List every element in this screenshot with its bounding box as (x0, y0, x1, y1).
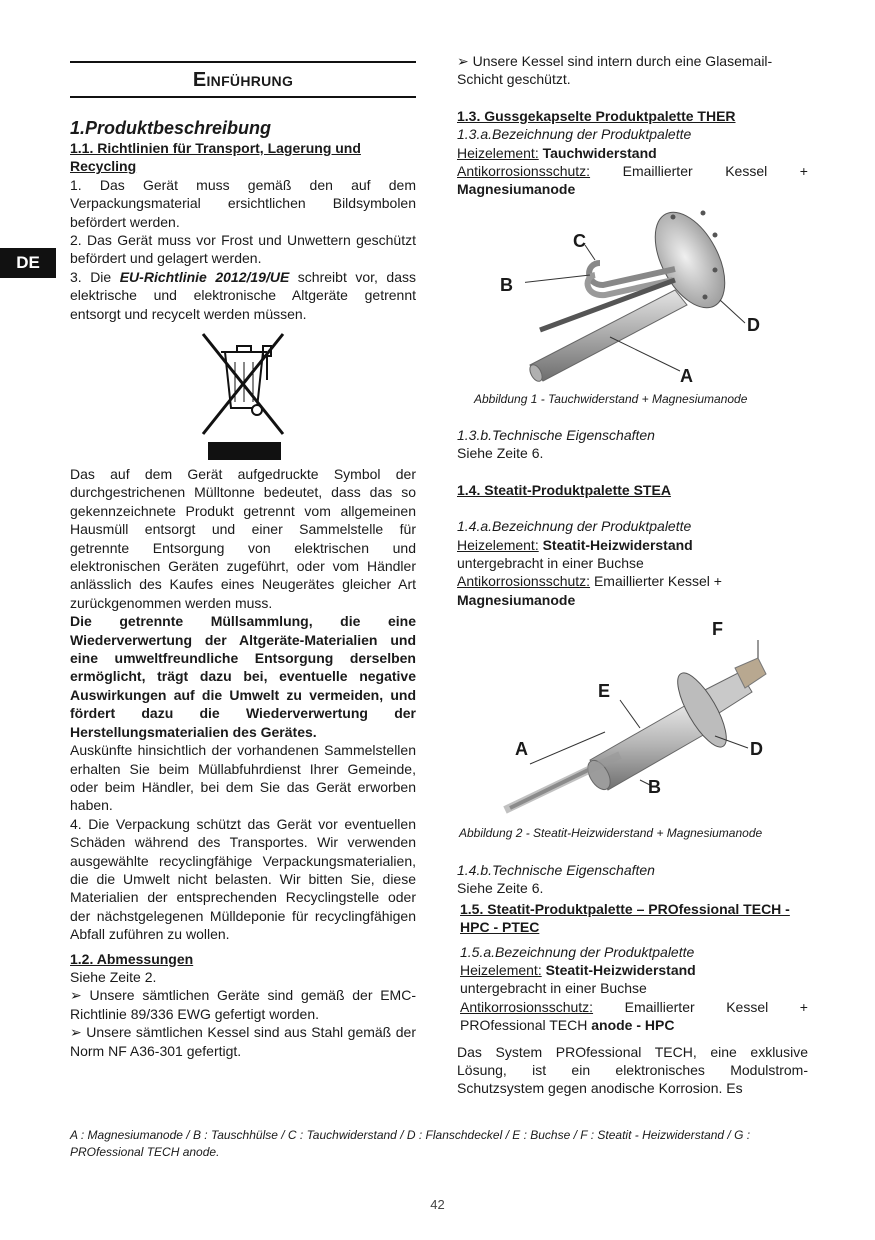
s14-anti-bold: Magnesiumanode (457, 591, 576, 608)
s15-heiz-value: Steatit-Heizwiderstand (545, 962, 696, 979)
fig1-label-b: B (500, 275, 513, 295)
crossed-bin-icon (195, 330, 295, 442)
fig1-label-a: A (680, 366, 693, 386)
legend-footnote: A : Magnesiumanode / B : Tauschhülse / C : Tauchwiderstand / D : Flanschdeckel / E : Buchse / F : Steatit - Heizwiderstand / G : PROfessional TECH anode. (70, 1128, 751, 1159)
s14b-ref: Siehe Zeite 6. (457, 880, 544, 897)
section-1-5-title: 1.5. Steatit-Produktpalette – PROfessional TECH - HPC - PTEC (460, 900, 790, 936)
figure-2-steatite-heater (490, 640, 790, 820)
page-number: 42 (430, 1197, 445, 1212)
dimensions-ref: Siehe Zeite 2. (70, 968, 157, 985)
s14-heiz-value: Steatit-Heizwiderstand (542, 536, 693, 553)
fig2-label-b: B (648, 777, 661, 797)
fig1-label-d: D (747, 315, 760, 335)
s13-heating-element (457, 144, 808, 162)
transport-para-3 (70, 268, 416, 323)
s15-anti-word2: Kessel (726, 998, 769, 1015)
fig2-label-d: D (750, 739, 763, 759)
right-column-top (457, 52, 808, 199)
separate-collection-text: Die getrennte Müllsammlung, die eine Wiederverwertung der Altgeräte-Materialien und eine umweltfreundliche Entsorgung derselben ermöglicht, trägt dazu bei, eventuelle negative Auswirkungen auf die Umwelt zu vermeiden, und fördert dazu die Wiederverwertung der Herstellungsmaterialien des Gerätes. (70, 613, 416, 740)
transport-para-4: 4. Die Verpackung schützt das Gerät vor eventuellen Schäden während des Transportes. Wir verwenden ausgewählte recyclingfähige Verpackungsmaterialien, die die Umwelt nicht belasten. Wir bitten Sie, diese Materialien der entsprechenden Recyclingstelle oder der nächstgelegenen Mülldeponie für recyclingfähigen Abfall zuführen zu wollen. (70, 815, 416, 943)
s14-anti-label: Antikorrosionsschutz: (457, 573, 591, 590)
emc-note: ➢ Unsere sämtlichen Geräte sind gemäß der EMC-Richtlinie 89/336 EWG gefertigt worden. (70, 987, 416, 1022)
s15-anti-word3: + (799, 998, 808, 1015)
s13-anti-bold: Magnesiumanode (457, 181, 576, 198)
s15-anti-line2 (457, 1016, 808, 1034)
left-column-lower (70, 465, 416, 1060)
bin-explanation: Das auf dem Gerät aufgedruckte Symbol der durchgestrichenen Mülltonne bedeutet, dass das so gekennzeichnete Produkt getrennt vom allgemeinen Hausmüll entsorgt und einer Sammelstelle für getrennte Entsorgung von elektrischen und elektronischen Geräten zugeführt, oder vom Händler anlässlich des Kaufes eines Neugerätes gleicher Art zurückgenommen werden muss. (70, 466, 416, 611)
s15-anti-label: Antikorrosionsschutz: (460, 998, 594, 1015)
para3-suffix: schreibt vor, dass elektrische und elektronische Altgeräte getrennt entsorgt und recycelt werden müssen. (70, 268, 416, 322)
s15-heiz-label: Heizelement: (460, 962, 542, 979)
s15-anticorrosion-row (457, 998, 808, 1016)
s13-heiz-label: Heizelement: (457, 144, 539, 161)
s13-anticorrosion-row (457, 162, 808, 180)
page-title-box (70, 61, 416, 98)
section-1-2-title: 1.2. Abmessungen (70, 950, 194, 967)
s14-heiz-label: Heizelement: (457, 536, 539, 553)
eu-directive: EU-Richtlinie 2012/19/UE (119, 268, 290, 285)
s14-anti-value: Emaillierter Kessel + (590, 573, 722, 590)
figure-1-caption: Abbildung 1 - Tauchwiderstand + Magnesiumanode (474, 392, 748, 406)
glass-enamel-note: ➢ Unsere Kessel sind intern durch eine Glasemail-Schicht geschützt. (457, 53, 773, 88)
s13-anti-word2: Kessel (725, 163, 768, 180)
fig1-label-c: C (573, 231, 586, 251)
para3-prefix: 3. Die (70, 268, 120, 285)
page-title: Einführung (192, 69, 294, 91)
s14-heiz-rest: untergebracht in einer Buchse (457, 555, 644, 572)
s13b-ref: Siehe Zeite 6. (457, 445, 544, 462)
fig2-label-f: F (712, 619, 723, 639)
section-1-5a-title: 1.5.a.Bezeichnung der Produktpalette (460, 943, 695, 960)
right-column-middle (457, 426, 808, 609)
section-1-4b-title: 1.4.b.Technische Eigenschaften (457, 862, 655, 878)
figure-2-caption: Abbildung 2 - Steatit-Heizwiderstand + Magnesiumanode (459, 826, 763, 840)
s15-anti-line2-text: PROfessional TECH (460, 1017, 592, 1034)
s13-heiz-value: Tauchwiderstand (542, 144, 657, 161)
section-1-3a-title: 1.3.a.Bezeichnung der Produktpalette (457, 126, 692, 143)
section1-title: 1.Produktbeschreibung (70, 118, 272, 138)
system-description: Das System PROfessional TECH, eine exklusive Lösung, ist ein elektronisches Modulstrom-Schutzsystem gegen anodische Korrosion. Es (457, 1043, 808, 1097)
s15-anti-bold: anode - HPC (591, 1017, 675, 1034)
s15-anti-word1: Emaillierter (624, 998, 695, 1015)
bin-underline-bar (208, 442, 281, 460)
section-1-3-title: 1.3. Gussgekapselte Produktpalette THER (457, 107, 736, 124)
steel-note: ➢ Unsere sämtlichen Kessel sind aus Stahl gemäß der Norm NF A36-301 gefertigt. (70, 1024, 416, 1059)
right-column-lower (457, 861, 808, 1098)
s13-anti-label: Antikorrosionsschutz: (457, 163, 591, 180)
s14-anticorrosion (457, 572, 808, 590)
section-1-3b-title: 1.3.b.Technische Eigenschaften (457, 427, 655, 443)
section-1-4-title: 1.4. Steatit-Produktpalette STEA (457, 481, 671, 498)
s14-heating-element (457, 536, 808, 554)
s13-anti-word1: Emaillierter (622, 163, 693, 180)
s15-heiz-rest: untergebracht in einer Buchse (460, 980, 647, 997)
section-1-1-title: 1.1. Richtlinien für Transport, Lagerung und Recycling (70, 140, 361, 175)
left-column (70, 117, 416, 323)
language-tab: DE (0, 248, 56, 278)
transport-para-2: 2. Das Gerät muss vor Frost und Unwettern geschützt befördert und gelagert werden. (70, 232, 416, 267)
transport-para-1: 1. Das Gerät muss gemäß den auf dem Verpackungsmaterial ersichtlichen Bildsymbolen befördert werden. (70, 176, 416, 230)
fig2-label-a: A (515, 739, 528, 759)
section-1-4a-title: 1.4.a.Bezeichnung der Produktpalette (457, 518, 692, 535)
fig2-label-e: E (598, 681, 611, 701)
s13-anti-word3: + (799, 163, 808, 180)
figure-1-immersion-heater (525, 205, 795, 385)
collection-info-text: Auskünfte hinsichtlich der vorhandenen Sammelstellen erhalten Sie beim Müllabfuhrdienst Ihrer Gemeinde, oder beim Händler, bei dem Sie das Gerät erworben haben. (70, 742, 416, 814)
s15-heating-element (457, 961, 808, 979)
